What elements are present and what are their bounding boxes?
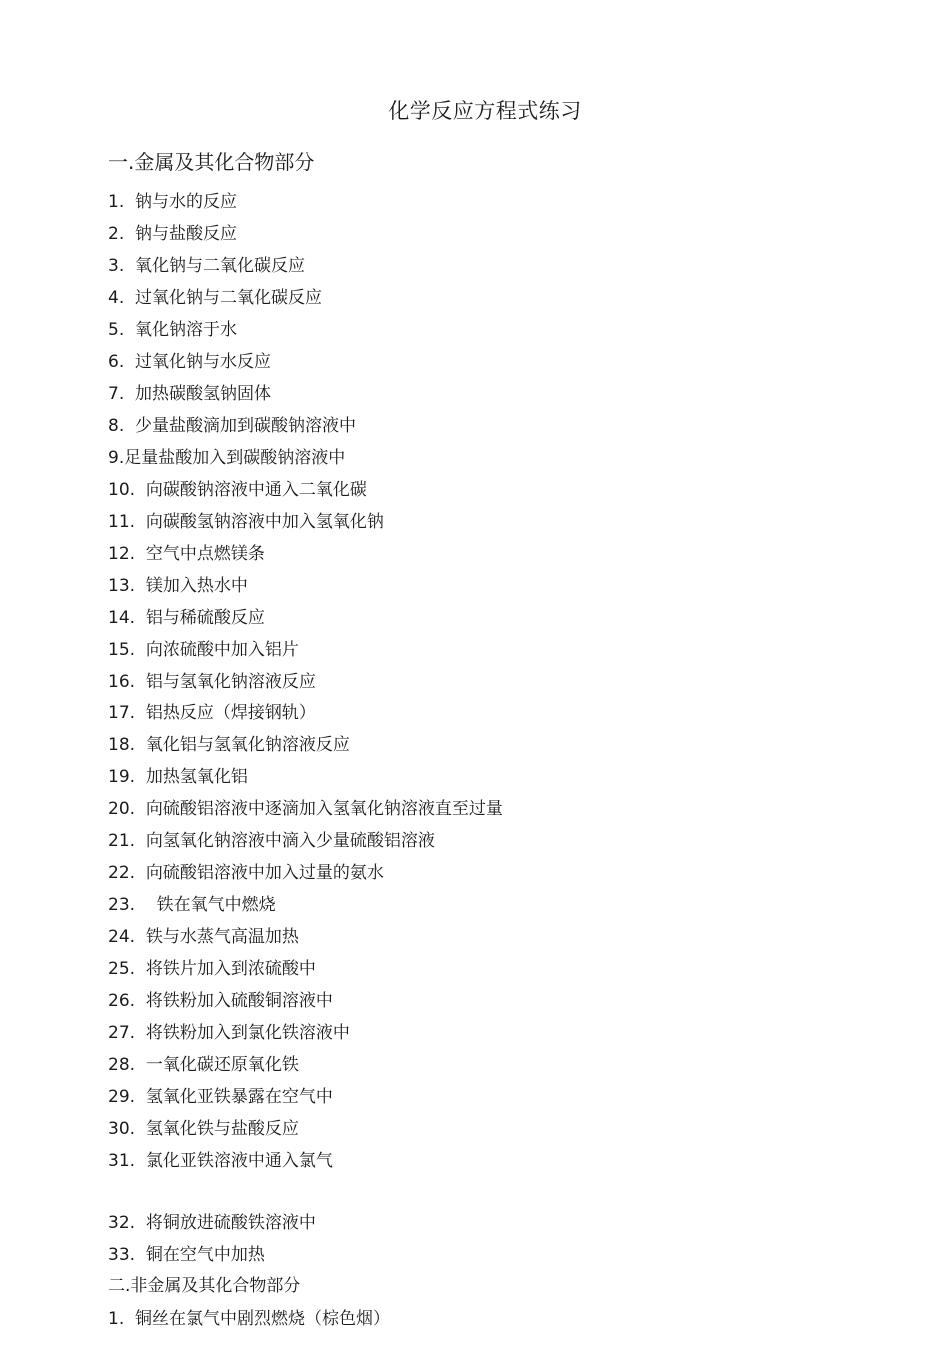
list-item: 16. 铝与氢氧化钠溶液反应 [108, 672, 316, 692]
list-item: 14. 铝与稀硫酸反应 [108, 608, 265, 628]
document-title: 化学反应方程式练习 [388, 99, 582, 123]
list-item: 23. 铁在氧气中燃烧 [108, 895, 276, 915]
list-item: 29. 氢氧化亚铁暴露在空气中 [108, 1087, 333, 1107]
list-item: 1. 铜丝在氯气中剧烈燃烧（棕色烟） [108, 1309, 391, 1329]
list-item: 6. 过氧化钠与水反应 [108, 352, 272, 372]
list-item: 12. 空气中点燃镁条 [108, 544, 265, 564]
section-heading-metals: 一.金属及其化合物部分 [108, 150, 315, 174]
list-item: 2. 钠与盐酸反应 [108, 224, 238, 244]
list-item: 30. 氢氧化铁与盐酸反应 [108, 1119, 299, 1139]
list-item: 20. 向硫酸铝溶液中逐滴加入氢氧化钠溶液直至过量 [108, 799, 503, 819]
list-item: 27. 将铁粉加入到氯化铁溶液中 [108, 1023, 350, 1043]
list-item: 17. 铝热反应（焊接钢轨） [108, 703, 316, 723]
list-item: 9.足量盐酸加入到碳酸钠溶液中 [108, 448, 346, 468]
list-item: 22. 向硫酸铝溶液中加入过量的氨水 [108, 863, 384, 883]
list-item: 10. 向碳酸钠溶液中通入二氧化碳 [108, 480, 367, 500]
list-item: 8. 少量盐酸滴加到碳酸钠溶液中 [108, 416, 357, 436]
list-item: 21. 向氢氧化钠溶液中滴入少量硫酸铝溶液 [108, 831, 435, 851]
list-item: 31. 氯化亚铁溶液中通入氯气 [108, 1151, 333, 1171]
list-item: 1. 钠与水的反应 [108, 192, 238, 212]
list-item: 33. 铜在空气中加热 [108, 1245, 265, 1265]
list-item: 24. 铁与水蒸气高温加热 [108, 927, 299, 947]
list-item: 18. 氧化铝与氢氧化钠溶液反应 [108, 735, 350, 755]
list-item: 13. 镁加入热水中 [108, 576, 248, 596]
list-item: 19. 加热氢氧化铝 [108, 767, 248, 787]
list-item: 5. 氧化钠溶于水 [108, 320, 238, 340]
list-item: 32. 将铜放进硫酸铁溶液中 [108, 1213, 316, 1233]
list-item: 28. 一氧化碳还原氧化铁 [108, 1055, 299, 1075]
list-item: 15. 向浓硫酸中加入铝片 [108, 640, 299, 660]
list-item: 25. 将铁片加入到浓硫酸中 [108, 959, 316, 979]
list-item: 7. 加热碳酸氢钠固体 [108, 384, 272, 404]
list-item: 26. 将铁粉加入硫酸铜溶液中 [108, 991, 333, 1011]
list-item: 4. 过氧化钠与二氧化碳反应 [108, 288, 323, 308]
section-heading-nonmetals: 二.非金属及其化合物部分 [108, 1276, 301, 1296]
list-item: 11. 向碳酸氢钠溶液中加入氢氧化钠 [108, 512, 384, 532]
list-item: 3. 氧化钠与二氧化碳反应 [108, 256, 306, 276]
